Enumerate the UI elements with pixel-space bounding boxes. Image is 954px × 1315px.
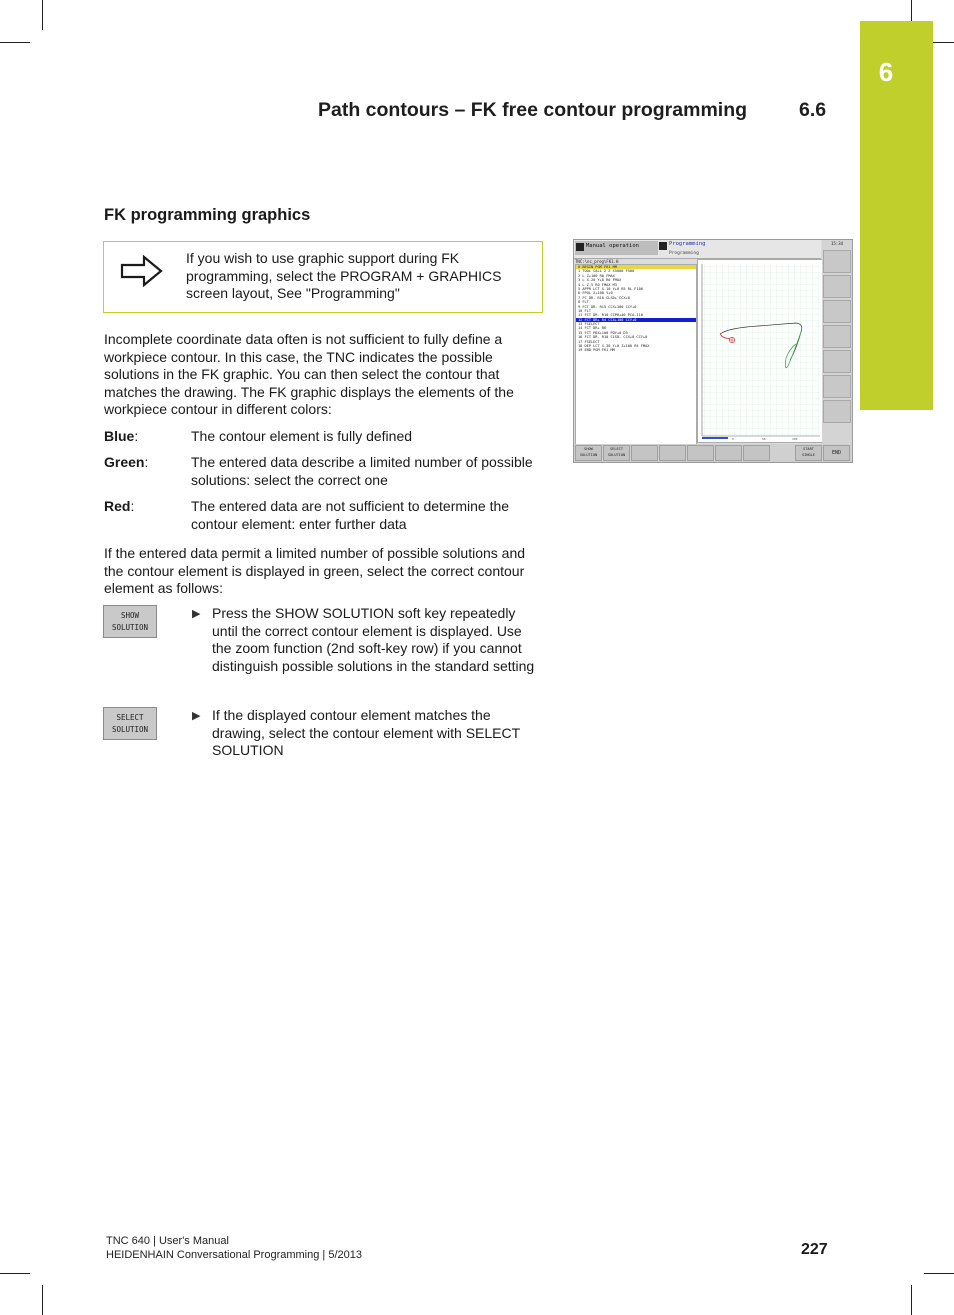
program-line[interactable]: 16 FCT DR- R10 CLSD- CCX+0 CCY+0	[578, 335, 648, 340]
crop-mark	[0, 42, 30, 43]
mode-manual[interactable]: Manual operation	[575, 241, 658, 255]
program-line[interactable]: 9 FCT DR- R15 CCX+100 CCY+0	[578, 304, 637, 309]
program-line[interactable]: 0 BEGIN PGM FK1 MM	[576, 265, 696, 269]
term-blue: Blue:	[104, 428, 139, 444]
section-title: FK programming graphics	[104, 206, 311, 224]
program-line[interactable]: 14 FCT DR+ R6	[578, 326, 607, 331]
term-red-desc: The entered data are not sufficient to determine the contour element: enter further data	[191, 498, 510, 532]
program-line[interactable]: 12 FCT DR+ R4 CCX+100 CCY+0	[576, 318, 696, 322]
sk-empty[interactable]	[631, 445, 658, 461]
solutions-paragraph: If the entered data permit a limited number of possible solutions and the contour element is displayed in green, select the correct contour element as follows:	[104, 545, 526, 596]
vertical-softkey[interactable]	[823, 300, 851, 323]
term-blue-desc: The contour element is fully defined	[191, 428, 413, 444]
note-text: If you wish to use graphic support during FK programming, select the PROGRAM + GRAPHICS screen layout, See "Programming"	[186, 250, 502, 301]
program-line[interactable]: 5 APPR LCT X-10 Y+0 R5 RL F100	[578, 286, 643, 291]
term-red: Red:	[104, 498, 135, 514]
chapter-tab	[860, 21, 933, 410]
select-solution-softkey[interactable]: SELECT SOLUTION	[103, 707, 157, 740]
program-line[interactable]: 8 FLT	[578, 300, 589, 305]
program-line[interactable]: 4 L Z-5 R0 FMAX M3	[578, 282, 617, 287]
clock: 15:34	[830, 241, 844, 246]
sk-select-solution[interactable]: SELECT SOLUTION	[603, 445, 630, 461]
footer	[106, 1234, 362, 1262]
sk-end[interactable]: END	[823, 445, 850, 461]
program-line[interactable]: 15 FCT PDX+100 PDY+0 D5	[578, 330, 628, 335]
fk-graphic-canvas	[698, 260, 822, 442]
step-select-solution: If the displayed contour element matches the drawing, select the contour element with SELECT SOLUTION	[212, 707, 520, 758]
program-line[interactable]: 19 END PGM FK1 MM	[578, 348, 615, 353]
program-path: TNC:\nc_prog\FK1.H	[575, 259, 619, 264]
softkey-row	[574, 444, 852, 462]
right-panel	[822, 240, 852, 462]
tnc-screenshot	[573, 239, 853, 463]
sk-empty[interactable]	[659, 445, 686, 461]
sk-empty[interactable]	[715, 445, 742, 461]
vertical-softkey[interactable]	[823, 375, 851, 398]
program-line[interactable]: 3 L X-20 Y+0 R0 FMAX	[578, 278, 622, 283]
arrow-right-icon	[120, 254, 164, 288]
program-line[interactable]: 18 DEP LCT X-30 Y+0 Z+100 R5 FMAX	[578, 344, 650, 349]
vertical-softkey[interactable]	[823, 250, 851, 273]
program-line[interactable]: 1 TOOL CALL 2 Z S5000 F500	[578, 269, 635, 274]
chapter-number: 6	[878, 57, 894, 87]
running-header-title: Path contours – FK free contour programming	[318, 99, 748, 121]
program-line[interactable]: 17 FSELECT	[578, 339, 600, 344]
sk-show-solution[interactable]: SHOW SOLUTION	[575, 445, 602, 461]
bullet-triangle-icon: ▶	[192, 608, 201, 620]
svg-text:50: 50	[762, 437, 766, 441]
term-green: Green:	[104, 454, 149, 470]
crop-mark	[0, 1273, 30, 1274]
show-solution-softkey[interactable]: SHOW SOLUTION	[103, 605, 157, 638]
sk-empty[interactable]	[687, 445, 714, 461]
program-line[interactable]: 11 FCT DR- R10 CCPR+40 PCA-110	[578, 313, 643, 318]
footer-publisher: HEIDENHAIN Conversational Programming | 5/2013	[106, 1249, 362, 1261]
term-green-desc: The entered data describe a limited number of possible solutions: select the correct one	[191, 454, 533, 488]
program-listing[interactable]	[575, 264, 697, 446]
vertical-softkey[interactable]	[823, 400, 851, 423]
fk-graphic	[697, 259, 823, 443]
note-box	[103, 241, 543, 313]
svg-text:0: 0	[732, 437, 734, 441]
vertical-softkey[interactable]	[823, 325, 851, 348]
program-line[interactable]: 13 FSELECT	[578, 322, 600, 327]
crop-mark	[924, 1273, 954, 1274]
vertical-softkey[interactable]	[823, 275, 851, 298]
sk-start-single[interactable]: START SINGLE	[795, 445, 822, 461]
program-line[interactable]: 10 FLT	[578, 308, 591, 313]
crop-mark	[42, 1285, 43, 1315]
step-show-solution: Press the SHOW SOLUTION soft key repeatedly until the correct contour element is displayed. Use the zoom function (2nd soft-key row) if you cannot distinguish possible solutions in the standard setting	[212, 605, 535, 674]
mode-programming[interactable]: Programming Programming	[659, 241, 819, 257]
page-number: 227	[801, 1241, 828, 1258]
footer-manual: TNC 640 | User's Manual	[106, 1235, 229, 1247]
sk-empty[interactable]	[743, 445, 770, 461]
crop-mark	[42, 0, 43, 30]
running-header-section: 6.6	[799, 99, 827, 121]
program-line[interactable]: 6 FPOL X+100 Y+0	[578, 291, 613, 296]
program-line[interactable]: 2 L Z+100 R0 FMAX	[578, 273, 615, 278]
intro-paragraph: Incomplete coordinate data often is not sufficient to fully define a workpiece contour. In this case, the TNC indicates the possible solutions in the FK graphic. You can then select the contour that matches the drawing. The FK graphic displays the elements of the workpiece contour in different colors:	[104, 331, 514, 417]
program-line[interactable]: 7 FC DR- R10 CLSD+ CCX+0	[578, 295, 630, 300]
bullet-triangle-icon: ▶	[192, 710, 201, 722]
svg-text:100: 100	[792, 437, 798, 441]
crop-mark	[911, 1285, 912, 1315]
screen-header	[574, 240, 821, 259]
vertical-softkey[interactable]	[823, 350, 851, 373]
